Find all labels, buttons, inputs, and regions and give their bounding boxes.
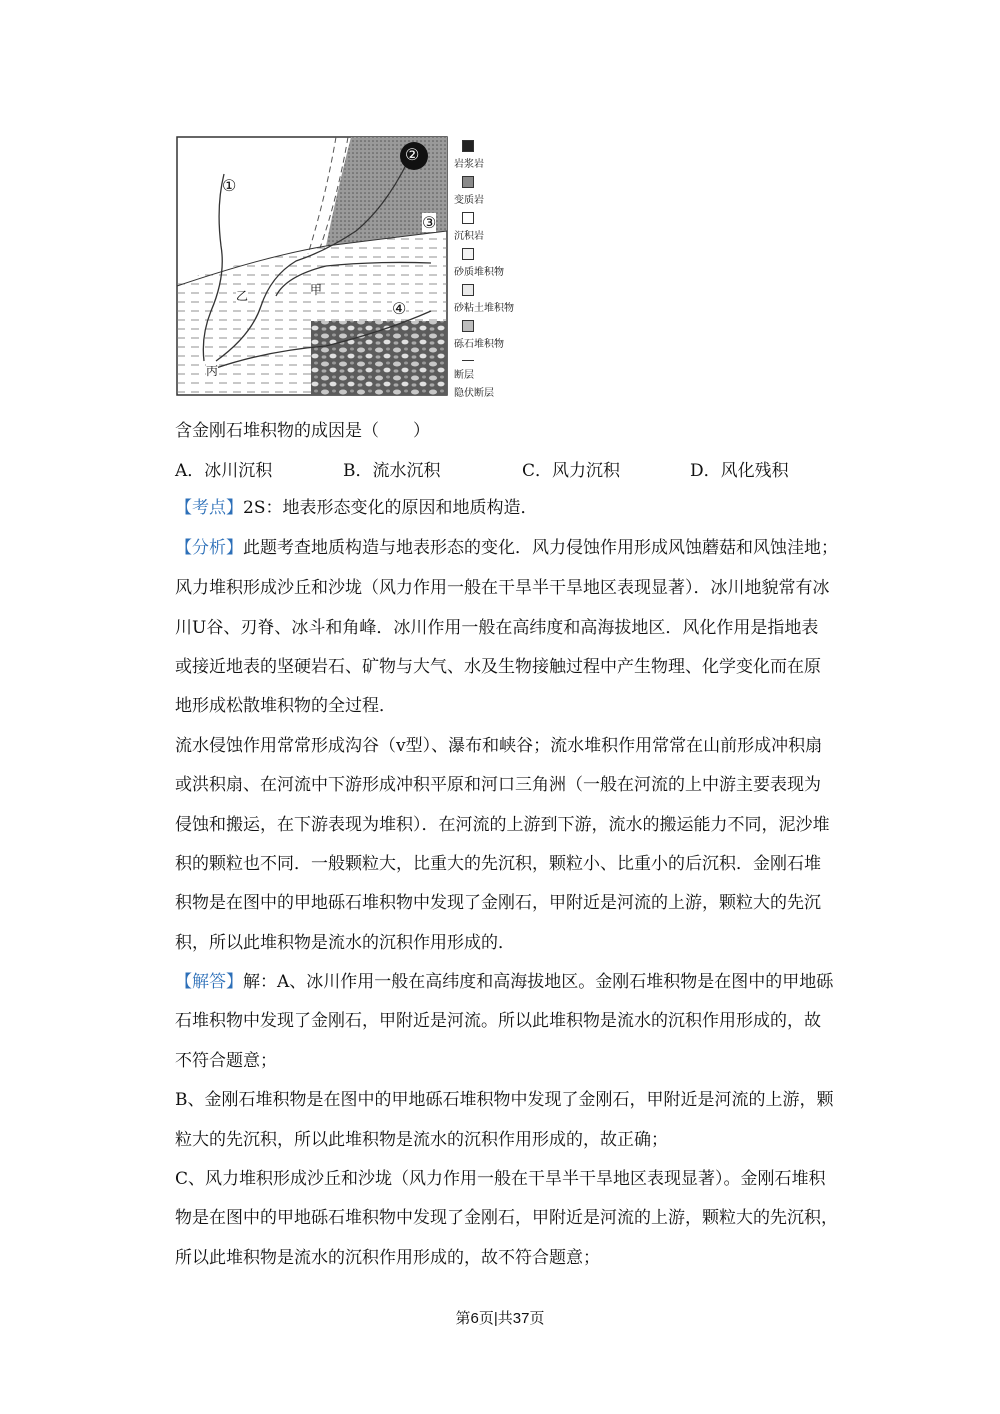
legend-item: 砂粘土堆积物 <box>454 284 526 320</box>
jieda-line: 石堆积物中发现了金刚石，甲附近是河流。所以此堆积物是流水的沉积作用形成的，故 <box>175 1011 821 1031</box>
fenxi-line: 积，所以此堆积物是流水的沉积作用形成的． <box>175 933 515 953</box>
fenxi-tag: 【分析】 <box>175 538 243 558</box>
legend-item: 沉积岩 <box>454 212 526 248</box>
legend-item: 变质岩 <box>454 176 526 212</box>
legend <box>454 140 526 402</box>
jieda-tag: 【解答】 <box>175 972 243 992</box>
legend-item: 砂质堆积物 <box>454 248 526 284</box>
jieda-line: 所以此堆积物是流水的沉积作用形成的，故不符合题意； <box>175 1248 600 1268</box>
option-c: C．风力沉积 <box>522 461 621 481</box>
jieda-line: C、风力堆积形成沙丘和沙垅（风力作用一般在干旱半干旱地区表现显著）。金刚石堆积 <box>175 1169 826 1189</box>
place-label-bing: 丙 <box>206 364 219 378</box>
question-stem: 含金刚石堆积物的成因是（ ） <box>175 421 430 441</box>
fenxi-line: 或洪积扇、在河流中下游形成冲积平原和河口三角洲（一般在河流的上中游主要表现为 <box>175 775 821 795</box>
fenxi-line: 积的颗粒也不同．一般颗粒大，比重大的先沉积，颗粒小、比重小的后沉积．金刚石堆 <box>175 854 821 874</box>
jieda-line: 不符合题意； <box>175 1051 277 1071</box>
fenxi-line: 或接近地表的坚硬岩石、矿物与大气、水及生物接触过程中产生物理、化学变化而在原 <box>175 657 821 677</box>
jieda-first-line <box>175 972 834 992</box>
place-label-yi: 乙 <box>236 289 249 303</box>
fenxi-line: 地形成松散堆积物的全过程． <box>175 696 396 716</box>
geology-map <box>176 136 448 396</box>
kaodian-tag: 【考点】 <box>175 498 243 518</box>
jieda-text: 解：A、冰川作用一般在高纬度和高海拔地区。金刚石堆积物是在图中的甲地砾 <box>243 972 834 992</box>
page-footer: 第6页|共37页 <box>455 1310 545 1327</box>
fenxi-line: 流水侵蚀作用常常形成沟谷（v型）、瀑布和峡谷；流水堆积作用常常在山前形成冲积扇 <box>175 736 823 756</box>
legend-item: 岩浆岩 <box>454 140 526 176</box>
place-label-jia: 甲 <box>310 283 323 297</box>
kaodian-text: 2S：地表形态变化的原因和地质构造． <box>243 498 538 518</box>
option-d: D．风化残积 <box>690 461 789 481</box>
legend-item: 断层 <box>454 356 526 382</box>
legend-item: 砾石堆积物 <box>454 320 526 356</box>
marker-2: ② <box>405 145 420 164</box>
jieda-line: 粒大的先沉积，所以此堆积物是流水的沉积作用形成的，故正确； <box>175 1130 668 1150</box>
fenxi-line: 风力堆积形成沙丘和沙垅（风力作用一般在干旱半干旱地区表现显著）．冰川地貌常有冰 <box>175 578 830 598</box>
jieda-line: B、金刚石堆积物是在图中的甲地砾石堆积物中发现了金刚石，甲附近是河流的上游，颗 <box>175 1090 834 1110</box>
fenxi-first-line <box>175 538 838 558</box>
marker-1: ① <box>222 176 237 195</box>
option-a: A．冰川沉积 <box>175 461 273 481</box>
marker-4: ④ <box>392 299 407 318</box>
kaodian-line <box>175 498 830 518</box>
fenxi-line: 积物是在图中的甲地砾石堆积物中发现了金刚石，甲附近是河流的上游，颗粒大的先沉 <box>175 893 821 913</box>
legend-item: 隐伏断层 <box>454 388 494 399</box>
jieda-line: 物是在图中的甲地砾石堆积物中发现了金刚石，甲附近是河流的上游，颗粒大的先沉积， <box>175 1208 838 1228</box>
gravel-deposit-area <box>311 321 447 395</box>
fenxi-line: 川U谷、刃脊、冰斗和角峰．冰川作用一般在高纬度和高海拔地区．风化作用是指地表 <box>175 618 819 638</box>
fenxi-text: 此题考查地质构造与地表形态的变化．风力侵蚀作用形成风蚀蘑菇和风蚀洼地； <box>243 538 838 558</box>
fenxi-line: 侵蚀和搬运，在下游表现为堆积）．在河流的上游到下游，流水的搬运能力不同，泥沙堆 <box>175 815 830 835</box>
marker-3: ③ <box>422 213 437 232</box>
geology-figure <box>176 136 526 398</box>
option-b: B．流水沉积 <box>343 461 441 481</box>
